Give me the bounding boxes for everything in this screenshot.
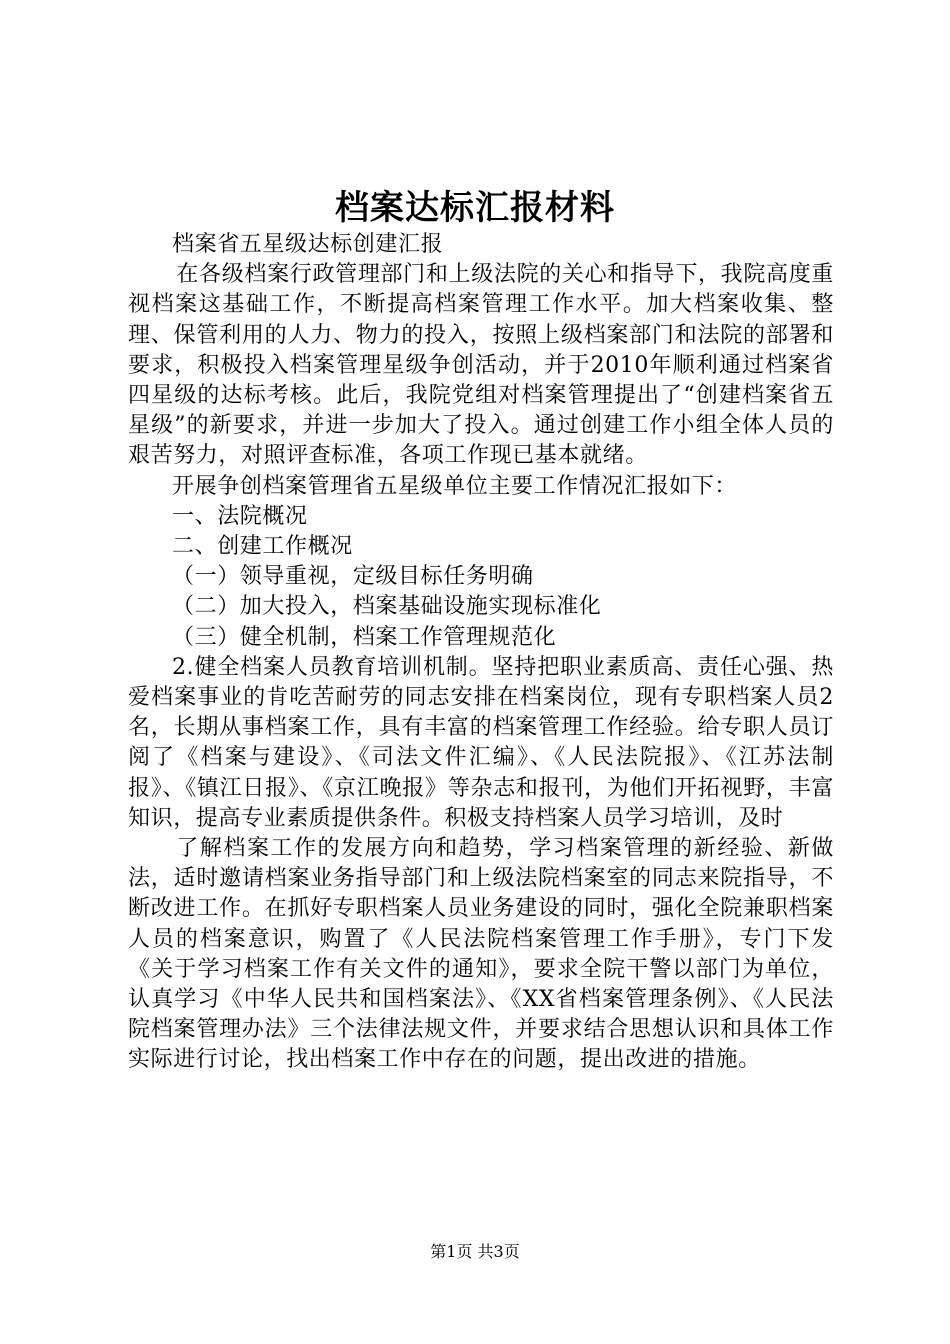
subheading-investment: （二）加大投入，档案基础设施实现标准化 — [172, 594, 602, 620]
paragraph-subtitle: 档案省五星级达标创建汇报 — [172, 232, 444, 257]
heading-work-overview: 二、创建工作概况 — [172, 534, 353, 560]
page-number: 第1页 共3页 — [430, 1242, 520, 1261]
heading-court-overview: 一、法院概况 — [172, 503, 308, 529]
subheading-leadership: （一）领导重视，定级目标任务明确 — [172, 564, 534, 590]
paragraph-training: 2.健全档案人员教育培训机制。坚持把职业素质高、责任心强、热爱档案事业的肯吃苦耐劳的同志安排在档案岗位，现有专职档案人员2名，长期从事档案工作，具有丰富的档案管理工作经验。给专职人员订阅了《档案与建设》、《司法文件汇编》、《人民法院报》、《江苏法制报》、《镇江日报》、《京江晚报》等杂志和报刊，为他们开拓视野，丰富知识，提高专业素质提供条件。积极支持档案人员学习培训，及时 — [128, 654, 834, 831]
subheading-mechanism: （三）健全机制，档案工作管理规范化 — [172, 624, 557, 650]
document-body — [128, 230, 834, 1076]
paragraph-development: 了解档案工作的发展方向和趋势，学习档案管理的新经验、新做法，适时邀请档案业务指导部门和上级法院档案室的同志来院指导，不断改进工作。在抓好专职档案人员业务建设的同时，强化全院兼职档案人员的档案意识，购置了《人民法院档案管理工作手册》，专门下发《关于学习档案工作有关文件的通知》，要求全院干警以部门为单位，认真学习《中华人民共和国档案法》、《XX省档案管理条例》、《人民法院档案管理办法》三个法律法规文件，并要求结合思想认识和具体工作实际进行讨论，找出档案工作中存在的问题，提出改进的措施。 — [128, 836, 834, 1073]
paragraph-summary-lead: 开展争创档案管理省五星级单位主要工作情况汇报如下： — [172, 473, 738, 499]
paragraph-intro: 在各级档案行政管理部门和上级法院的关心和指导下，我院高度重视档案这基础工作，不断提高档案管理工作水平。加大档案收集、整理、保管利用的人力、物力的投入，按照上级档案部门和法院的部署和要求，积极投入档案管理星级争创活动，并于2010年顺利通过档案省四星级的达标考核。此后，我院党组对档案管理提出了“创建档案省五星级”的新要求，并进一步加大了投入。通过创建工作小组全体人员的艰苦努力，对照评查标准，各项工作现已基本就绪。 — [128, 262, 834, 469]
document-title: 档案达标汇报材料 — [335, 188, 615, 228]
